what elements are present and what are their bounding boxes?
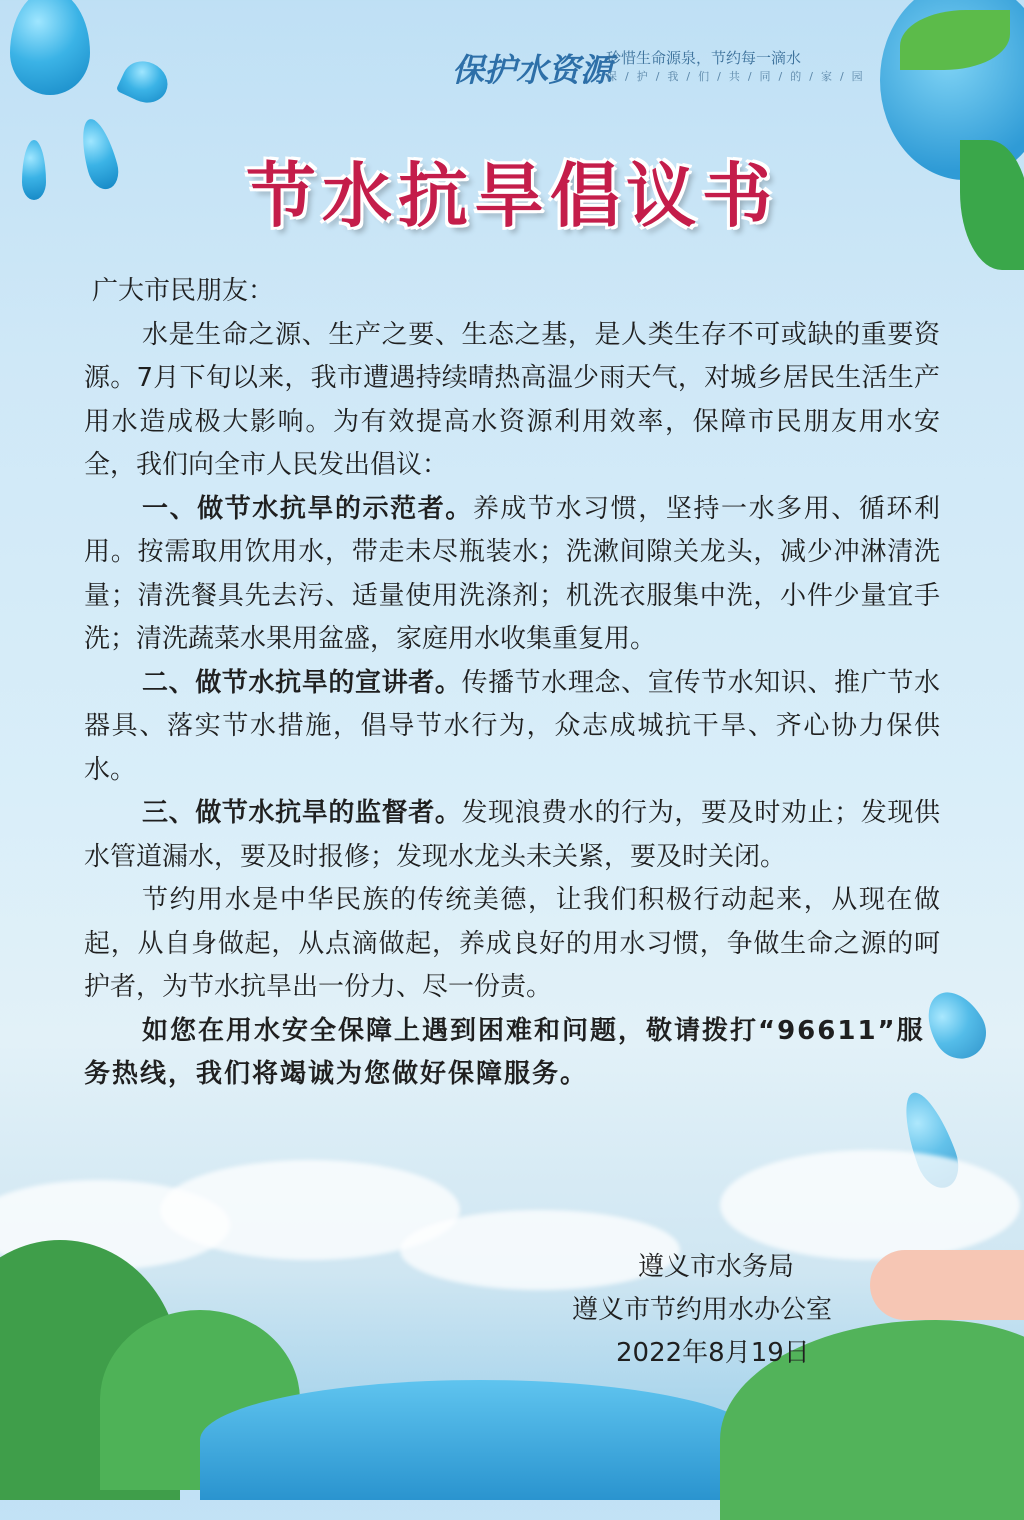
- letter-body: [84, 270, 940, 1097]
- greeting: 广大市民朋友：: [92, 276, 275, 306]
- proposal-heading: 二、做节水抗旱的宣讲者。: [142, 667, 462, 698]
- proposal-text: 发现浪费水的行为，要及时劝止；发现供水管道漏水，要及时报修；发现水龙头未关紧，要及时关闭。: [84, 798, 940, 872]
- logo-title: 保护水资源: [452, 51, 613, 89]
- water-drop-icon: [10, 0, 90, 95]
- proposal-item: [84, 662, 940, 793]
- cloud-shape: [720, 1150, 1020, 1260]
- logo-tagline: 保/护/我/们/共/同/的/家/园: [606, 70, 871, 83]
- conclusion-paragraph: 节约用水是中华民族的传统美德，让我们积极行动起来，从现在做起，从自身做起，从点滴做起，养成良好的用水习惯，争做生命之源的呵护者，为节水抗旱出一份力、尽一份责。: [84, 885, 940, 1002]
- page-title: 节水抗旱倡议书: [246, 155, 778, 237]
- proposal-text: 养成节水习惯，坚持一水多用、循环利用。按需取用饮用水，带走未尽瓶装水；洗漱间隙关龙头，减少冲淋清洗量；清洗餐具先去污、适量使用洗涤剂；机洗衣服集中洗，小件少量宜手洗；清洗蔬菜水果用盆盛，家庭用水收集重复用。: [84, 493, 940, 654]
- intro-paragraph: 水是生命之源、生产之要、生态之基，是人类生存不可或缺的重要资源。7月下旬以来，我市遭遇持续晴热高温少雨天气，对城乡居民生活生产用水造成极大影响。为有效提高水资源利用效率，保障市民朋友用水安全，我们向全市人民发出倡议：: [84, 319, 940, 480]
- water-drop-icon: [116, 54, 175, 110]
- proposal-item: [84, 488, 940, 662]
- proposal-text: 传播节水理念、宣传节水知识、推广节水器具、落实节水措施，倡导节水行为，众志成城抗干旱、齐心协力保供水。: [84, 667, 940, 785]
- signature-org2: 遵义市节约用水办公室: [572, 1295, 833, 1325]
- proposal-heading: 三、做节水抗旱的监督者。: [142, 798, 462, 828]
- logo-slogan: 珍惜生命源泉，节约每一滴水: [606, 49, 802, 67]
- hotline-paragraph: 如您在用水安全保障上遇到困难和问题，敬请拨打“96611”服务热线，我们将竭诚为您做好保障服务。: [84, 1015, 925, 1089]
- proposal-item: [84, 792, 940, 879]
- signature-org1: 遵义市水务局: [638, 1252, 795, 1282]
- hand-shape: [870, 1250, 1024, 1320]
- proposal-heading: 一、做节水抗旱的示范者。: [142, 493, 473, 524]
- signature-date: 2022年8月19日: [616, 1338, 810, 1368]
- lake-shape: [200, 1380, 760, 1500]
